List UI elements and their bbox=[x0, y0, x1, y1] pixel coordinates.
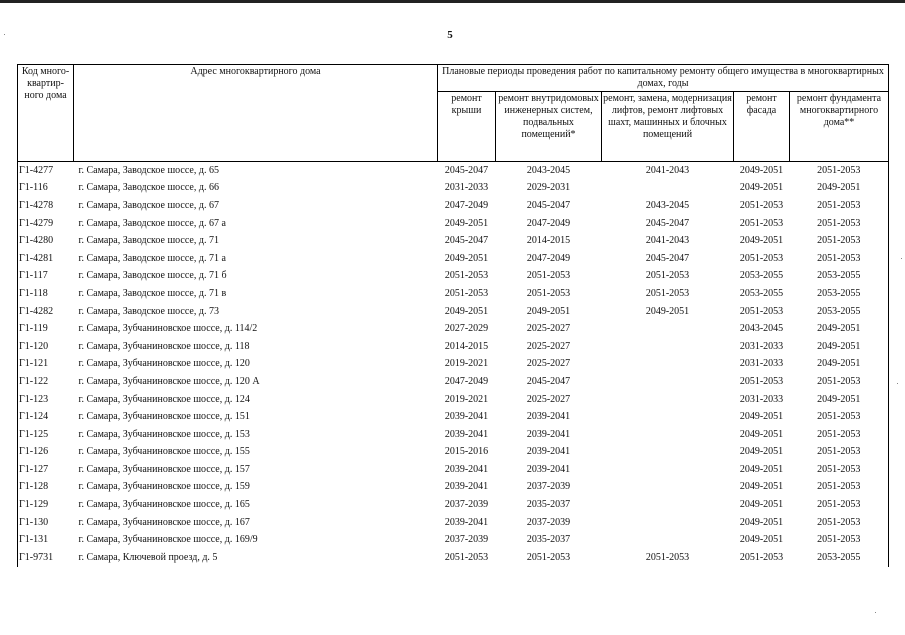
cell-facade: 2049-2051 bbox=[739, 411, 784, 423]
cell-foundation: 2051-2053 bbox=[790, 531, 889, 549]
cell-foundation: 2049-2051 bbox=[790, 338, 889, 356]
table-row bbox=[18, 479, 889, 497]
cell-code: Г1-130 bbox=[18, 514, 74, 532]
cell-facade: 2049-2051 bbox=[739, 182, 784, 194]
cell-facade: 2053-2055 bbox=[739, 270, 784, 282]
cell-code: Г1-4277 bbox=[18, 162, 74, 180]
page-number: 5 bbox=[447, 29, 453, 41]
cell-elevators bbox=[602, 320, 734, 338]
cell-facade: 2049-2051 bbox=[739, 499, 784, 511]
cell-elevators: 2045-2047 bbox=[645, 252, 690, 264]
cell-facade: 2049-2051 bbox=[739, 235, 784, 247]
cell-code: Г1-116 bbox=[18, 180, 74, 198]
cell-foundation: 2051-2053 bbox=[790, 373, 889, 391]
cell-foundation: 2051-2053 bbox=[790, 461, 889, 479]
cell-foundation: 2053-2055 bbox=[790, 285, 889, 303]
cell-engineering: 2025-2027 bbox=[526, 393, 571, 405]
cell-code: Г1-125 bbox=[18, 426, 74, 444]
table-row bbox=[18, 197, 889, 215]
cell-address: г. Самара, Зубчаниновское шоссе, д. 159 bbox=[78, 481, 250, 493]
cell-elevators bbox=[602, 356, 734, 374]
scan-speck bbox=[875, 612, 876, 613]
cell-address: г. Самара, Зубчаниновское шоссе, д. 153 bbox=[78, 428, 250, 440]
table-row bbox=[18, 408, 889, 426]
cell-facade: 2049-2051 bbox=[739, 481, 784, 493]
table-row bbox=[18, 250, 889, 268]
cell-engineering: 2039-2041 bbox=[526, 463, 571, 475]
cell-elevators: 2051-2053 bbox=[645, 270, 690, 282]
cell-elevators bbox=[602, 180, 734, 198]
cell-foundation: 2053-2055 bbox=[790, 549, 889, 567]
cell-code: Г1-126 bbox=[18, 444, 74, 462]
cell-roof: 2015-2016 bbox=[444, 446, 489, 458]
cell-engineering: 2051-2053 bbox=[526, 287, 571, 299]
cell-roof: 2039-2041 bbox=[444, 516, 489, 528]
cell-facade: 2051-2053 bbox=[739, 551, 784, 563]
cell-elevators bbox=[602, 514, 734, 532]
header-roof: ремонт крыши bbox=[438, 92, 496, 162]
cell-foundation: 2051-2053 bbox=[790, 250, 889, 268]
cell-facade: 2049-2051 bbox=[734, 162, 790, 180]
cell-roof: 2045-2047 bbox=[444, 235, 489, 247]
table-row bbox=[18, 496, 889, 514]
cell-foundation: 2051-2053 bbox=[790, 162, 889, 180]
cell-engineering: 2047-2049 bbox=[526, 252, 571, 264]
cell-facade: 2053-2055 bbox=[739, 287, 784, 299]
cell-facade: 2049-2051 bbox=[739, 534, 784, 546]
cell-facade: 2051-2053 bbox=[739, 252, 784, 264]
cell-facade: 2051-2053 bbox=[739, 375, 784, 387]
header-address: Адрес многоквартирного дома bbox=[74, 65, 438, 162]
cell-code: Г1-9731 bbox=[18, 549, 74, 567]
table-row bbox=[18, 320, 889, 338]
cell-elevators: 2051-2053 bbox=[645, 551, 690, 563]
cell-address: г. Самара, Заводское шоссе, д. 65 bbox=[74, 162, 438, 180]
cell-engineering: 2045-2047 bbox=[526, 375, 571, 387]
cell-roof: 2019-2021 bbox=[444, 393, 489, 405]
cell-code: Г1-127 bbox=[18, 461, 74, 479]
cell-engineering: 2014-2015 bbox=[526, 235, 571, 247]
cell-elevators bbox=[602, 496, 734, 514]
header-elevators: ремонт, замена, модернизация лифтов, ремонт лифтовых шахт, машинных и блочных помещений bbox=[602, 92, 734, 162]
cell-address: г. Самара, Заводское шоссе, д. 71 bbox=[78, 235, 219, 247]
table-row bbox=[18, 285, 889, 303]
cell-roof: 2047-2049 bbox=[444, 199, 489, 211]
cell-elevators bbox=[602, 531, 734, 549]
cell-foundation: 2051-2053 bbox=[790, 232, 889, 250]
cell-code: Г1-129 bbox=[18, 496, 74, 514]
cell-elevators bbox=[602, 426, 734, 444]
cell-address: г. Самара, Зубчаниновское шоссе, д. 165 bbox=[78, 499, 250, 511]
cell-facade: 2049-2051 bbox=[739, 463, 784, 475]
cell-address: г. Самара, Зубчаниновское шоссе, д. 114/2 bbox=[78, 323, 258, 335]
cell-roof: 2039-2041 bbox=[444, 428, 489, 440]
header-engineering: ремонт внутридомовых инженерных систем, подвальных помещений* bbox=[496, 92, 602, 162]
cell-facade: 2031-2033 bbox=[739, 358, 784, 370]
cell-roof: 2027-2029 bbox=[444, 323, 489, 335]
cell-facade: 2049-2051 bbox=[739, 428, 784, 440]
table-row bbox=[18, 426, 889, 444]
cell-address: г. Самара, Заводское шоссе, д. 67 bbox=[78, 199, 219, 211]
cell-roof: 2049-2051 bbox=[444, 252, 489, 264]
cell-engineering: 2039-2041 bbox=[526, 446, 571, 458]
table-row bbox=[18, 162, 889, 180]
header-foundation: ремонт фундамента многоквартирного дома** bbox=[790, 92, 889, 162]
cell-address: г. Самара, Заводское шоссе, д. 67 а bbox=[78, 217, 226, 229]
header-periods: Плановые периоды проведения работ по капитальному ремонту общего имущества в многоквартирных домах, годы bbox=[438, 65, 889, 92]
cell-facade: 2031-2033 bbox=[739, 340, 784, 352]
cell-code: Г1-131 bbox=[18, 531, 74, 549]
cell-facade: 2043-2045 bbox=[739, 323, 784, 335]
table-row bbox=[18, 373, 889, 391]
cell-address: г. Самара, Зубчаниновское шоссе, д. 167 bbox=[78, 516, 250, 528]
cell-engineering: 2047-2049 bbox=[526, 217, 571, 229]
cell-engineering: 2037-2039 bbox=[526, 481, 571, 493]
cell-engineering: 2035-2037 bbox=[526, 534, 571, 546]
table-row bbox=[18, 338, 889, 356]
cell-engineering: 2029-2031 bbox=[526, 182, 571, 194]
table-row bbox=[18, 180, 889, 198]
table-row bbox=[18, 303, 889, 321]
cell-code: Г1-118 bbox=[18, 285, 74, 303]
table-row bbox=[18, 391, 889, 409]
cell-foundation: 2049-2051 bbox=[790, 320, 889, 338]
cell-engineering: 2025-2027 bbox=[526, 323, 571, 335]
cell-elevators: 2049-2051 bbox=[645, 305, 690, 317]
scan-speck bbox=[4, 34, 5, 35]
cell-roof: 2014-2015 bbox=[444, 340, 489, 352]
cell-roof: 2037-2039 bbox=[444, 534, 489, 546]
cell-engineering: 2035-2037 bbox=[526, 499, 571, 511]
table-row bbox=[18, 514, 889, 532]
cell-roof: 2019-2021 bbox=[444, 358, 489, 370]
cell-foundation: 2049-2051 bbox=[790, 391, 889, 409]
cell-code: Г1-123 bbox=[18, 391, 74, 409]
cell-roof: 2047-2049 bbox=[444, 375, 489, 387]
cell-engineering: 2025-2027 bbox=[526, 358, 571, 370]
cell-engineering: 2049-2051 bbox=[526, 305, 571, 317]
cell-code: Г1-4282 bbox=[18, 303, 74, 321]
table-body bbox=[18, 162, 889, 567]
cell-facade: 2049-2051 bbox=[739, 446, 784, 458]
cell-roof: 2045-2047 bbox=[438, 162, 496, 180]
cell-facade: 2049-2051 bbox=[739, 516, 784, 528]
cell-foundation: 2049-2051 bbox=[790, 180, 889, 198]
cell-facade: 2051-2053 bbox=[739, 217, 784, 229]
cell-facade: 2051-2053 bbox=[739, 199, 784, 211]
table-row bbox=[18, 531, 889, 549]
cell-elevators bbox=[602, 408, 734, 426]
cell-code: Г1-120 bbox=[18, 338, 74, 356]
cell-foundation: 2051-2053 bbox=[790, 444, 889, 462]
cell-elevators bbox=[602, 444, 734, 462]
cell-roof: 2039-2041 bbox=[444, 463, 489, 475]
cell-address: г. Самара, Заводское шоссе, д. 71 в bbox=[78, 287, 227, 299]
cell-engineering: 2037-2039 bbox=[526, 516, 571, 528]
cell-elevators: 2041-2043 bbox=[645, 235, 690, 247]
cell-roof: 2037-2039 bbox=[444, 499, 489, 511]
scan-speck bbox=[897, 383, 898, 384]
header-facade: ремонт фасада bbox=[734, 92, 790, 162]
cell-foundation: 2053-2055 bbox=[790, 303, 889, 321]
cell-elevators bbox=[602, 391, 734, 409]
cell-code: Г1-124 bbox=[18, 408, 74, 426]
cell-roof: 2051-2053 bbox=[444, 551, 489, 563]
table-row bbox=[18, 461, 889, 479]
page-top-border bbox=[0, 0, 905, 3]
table-row bbox=[18, 444, 889, 462]
cell-roof: 2049-2051 bbox=[444, 305, 489, 317]
cell-address: г. Самара, Заводское шоссе, д. 73 bbox=[78, 305, 219, 317]
cell-address: г. Самара, Заводское шоссе, д. 66 bbox=[78, 182, 219, 194]
cell-foundation: 2051-2053 bbox=[790, 426, 889, 444]
cell-elevators bbox=[602, 461, 734, 479]
cell-engineering: 2043-2045 bbox=[496, 162, 602, 180]
cell-address: г. Самара, Зубчаниновское шоссе, д. 118 bbox=[78, 340, 250, 352]
scan-speck bbox=[901, 258, 902, 259]
cell-address: г. Самара, Заводское шоссе, д. 71 а bbox=[78, 252, 226, 264]
table-row bbox=[18, 549, 889, 567]
cell-roof: 2031-2033 bbox=[444, 182, 489, 194]
cell-roof: 2051-2053 bbox=[444, 287, 489, 299]
cell-foundation: 2051-2053 bbox=[790, 514, 889, 532]
cell-elevators: 2043-2045 bbox=[645, 199, 690, 211]
cell-code: Г1-117 bbox=[18, 268, 74, 286]
cell-address: г. Самара, Зубчаниновское шоссе, д. 120 А bbox=[78, 375, 260, 387]
cell-code: Г1-128 bbox=[18, 479, 74, 497]
cell-code: Г1-119 bbox=[18, 320, 74, 338]
cell-engineering: 2039-2041 bbox=[526, 428, 571, 440]
cell-elevators bbox=[602, 373, 734, 391]
cell-foundation: 2049-2051 bbox=[790, 356, 889, 374]
header-code: Код много-квартир-ного дома bbox=[18, 65, 74, 162]
cell-address: г. Самара, Зубчаниновское шоссе, д. 124 bbox=[78, 393, 250, 405]
cell-code: Г1-4280 bbox=[18, 232, 74, 250]
cell-facade: 2051-2053 bbox=[739, 305, 784, 317]
cell-foundation: 2051-2053 bbox=[790, 215, 889, 233]
table-row bbox=[18, 232, 889, 250]
cell-foundation: 2053-2055 bbox=[790, 268, 889, 286]
table-row bbox=[18, 356, 889, 374]
cell-engineering: 2051-2053 bbox=[526, 551, 571, 563]
cell-foundation: 2051-2053 bbox=[790, 479, 889, 497]
cell-elevators: 2041-2043 bbox=[602, 162, 734, 180]
cell-foundation: 2051-2053 bbox=[790, 197, 889, 215]
cell-elevators: 2045-2047 bbox=[645, 217, 690, 229]
table-row bbox=[18, 268, 889, 286]
cell-address: г. Самара, Зубчаниновское шоссе, д. 155 bbox=[78, 446, 250, 458]
cell-roof: 2051-2053 bbox=[444, 270, 489, 282]
cell-foundation: 2051-2053 bbox=[790, 408, 889, 426]
cell-address: г. Самара, Зубчаниновское шоссе, д. 120 bbox=[78, 358, 250, 370]
cell-code: Г1-121 bbox=[18, 356, 74, 374]
cell-address: г. Самара, Зубчаниновское шоссе, д. 151 bbox=[78, 411, 250, 423]
cell-roof: 2039-2041 bbox=[444, 411, 489, 423]
cell-engineering: 2025-2027 bbox=[526, 340, 571, 352]
cell-code: Г1-4278 bbox=[18, 197, 74, 215]
cell-code: Г1-4281 bbox=[18, 250, 74, 268]
cell-address: г. Самара, Заводское шоссе, д. 71 б bbox=[78, 270, 227, 282]
cell-address: г. Самара, Ключевой проезд, д. 5 bbox=[78, 551, 218, 563]
cell-address: г. Самара, Зубчаниновское шоссе, д. 169/9 bbox=[78, 534, 258, 546]
cell-roof: 2049-2051 bbox=[444, 217, 489, 229]
cell-code: Г1-122 bbox=[18, 373, 74, 391]
cell-elevators: 2051-2053 bbox=[645, 287, 690, 299]
cell-address: г. Самара, Зубчаниновское шоссе, д. 157 bbox=[78, 463, 250, 475]
cell-engineering: 2051-2053 bbox=[526, 270, 571, 282]
cell-engineering: 2039-2041 bbox=[526, 411, 571, 423]
table-row bbox=[18, 215, 889, 233]
cell-engineering: 2045-2047 bbox=[526, 199, 571, 211]
cell-elevators bbox=[602, 338, 734, 356]
cell-elevators bbox=[602, 479, 734, 497]
table-header bbox=[18, 65, 889, 162]
cell-roof: 2039-2041 bbox=[444, 481, 489, 493]
cell-facade: 2031-2033 bbox=[739, 393, 784, 405]
repair-schedule-table bbox=[17, 64, 889, 567]
cell-code: Г1-4279 bbox=[18, 215, 74, 233]
cell-foundation: 2051-2053 bbox=[790, 496, 889, 514]
